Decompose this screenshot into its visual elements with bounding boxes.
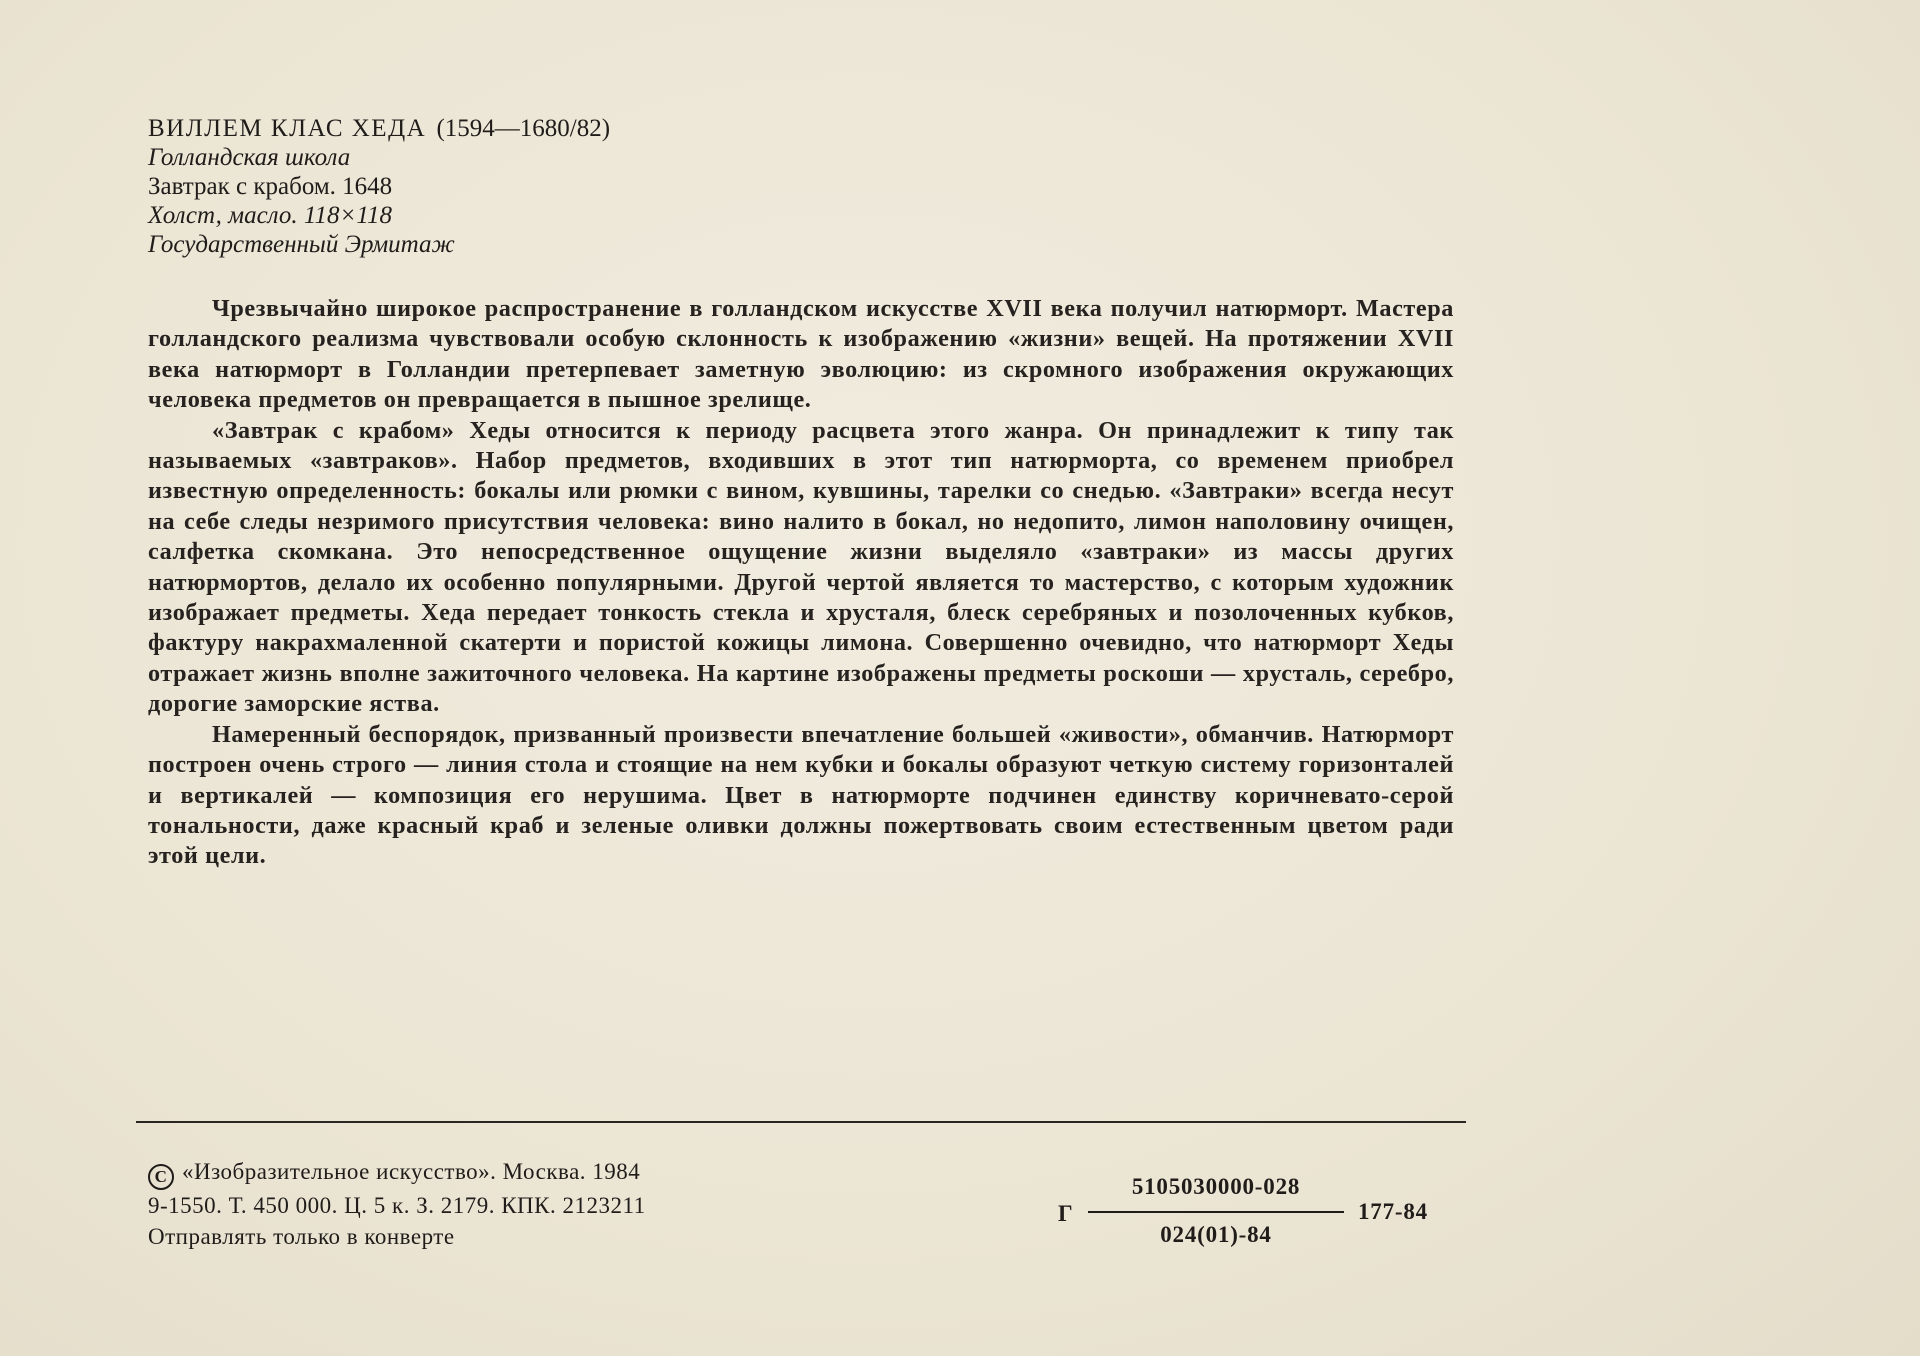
publisher-line-row bbox=[148, 1156, 646, 1190]
copyright-icon: C bbox=[148, 1164, 174, 1190]
print-codes: 9-1550. Т. 450 000. Ц. 5 к. З. 2179. КПК. 2123211 bbox=[148, 1193, 646, 1218]
artwork-collection: Государственный Эрмитаж bbox=[148, 231, 455, 258]
artwork-title-year: Завтрак с крабом. 1648 bbox=[148, 173, 393, 200]
catalog-index bbox=[1058, 1174, 1458, 1254]
index-letter: Г bbox=[1058, 1201, 1074, 1226]
art-school: Голландская школа bbox=[148, 144, 351, 171]
publisher-line: «Изобразительное искусство». Москва. 1984 bbox=[182, 1159, 641, 1184]
publisher-imprint bbox=[148, 1156, 646, 1252]
fraction-line bbox=[1088, 1211, 1344, 1213]
divider-line bbox=[136, 1121, 1466, 1123]
description-text bbox=[148, 294, 1454, 872]
artist-name: ВИЛЛЕМ КЛАС ХЕДА bbox=[148, 115, 427, 142]
index-denominator: 024(01)-84 bbox=[1160, 1222, 1272, 1247]
index-numerator: 5105030000-028 bbox=[1131, 1174, 1301, 1199]
artist-dates: (1594—1680/82) bbox=[436, 115, 611, 142]
artwork-medium-size: Холст, масло. 118×118 bbox=[148, 202, 393, 229]
artist-line bbox=[148, 114, 610, 143]
paragraph: Чрезвычайно широкое распространение в голландском искусстве XVII века получил натюрморт. Мастера голландского реализма чувствовали особую склонность к изображению «жизни» вещей. На протяжении XVII века натюрморт в Голландии претерпевает заметную эволюцию: из скромного изображения окружающих человека предметов он превращается в пышное зрелище. bbox=[148, 295, 1454, 414]
index-suffix: 177-84 bbox=[1358, 1199, 1428, 1224]
paragraph: «Завтрак с крабом» Хеды относится к периоду расцвета этого жанра. Он принадлежит к типу так называемых «завтраков». Набор предметов, входивших в этот тип натюрморта, со временем приобрел известную определенность: бокалы или рюмки с вином, кувшины, тарелки со снедью. «Завтраки» всегда несут на себе следы незримого присутствия человека: вино налито в бокал, но недопито, лимон наполовину очищен, салфетка скомкана. Это непосредственное ощущение жизни выделяло «завтраки» из массы других натюрмортов, делало их особенно популярными. Другой чертой является то мастерство, с которым художник изображает предметы. Хеда передает тонкость стекла и хрусталя, блеск серебряных и позолоченных кубков, фактуру накрахмаленной скатерти и пористой кожицы лимона. Совершенно очевидно, что натюрморт Хеды отражает жизнь вполне зажиточного человека. На картине изображены предметы роскоши — хрусталь, серебро, дорогие заморские яства. bbox=[148, 416, 1454, 718]
mailing-note: Отправлять только в конверте bbox=[148, 1224, 455, 1249]
paragraph: Намеренный беспорядок, призванный произвести впечатление большей «живости», обманчив. Натюрморт построен очень строго — линия стола и стоящие на нем кубки и бокалы образуют четкую систему горизонталей и вертикалей — композиция его нерушима. Цвет в натюрморте подчинен единству коричневато-серой тональности, даже красный краб и зеленые оливки должны пожертвовать своим естественным цветом ради этой цели. bbox=[148, 720, 1454, 870]
artwork-caption bbox=[148, 114, 610, 259]
